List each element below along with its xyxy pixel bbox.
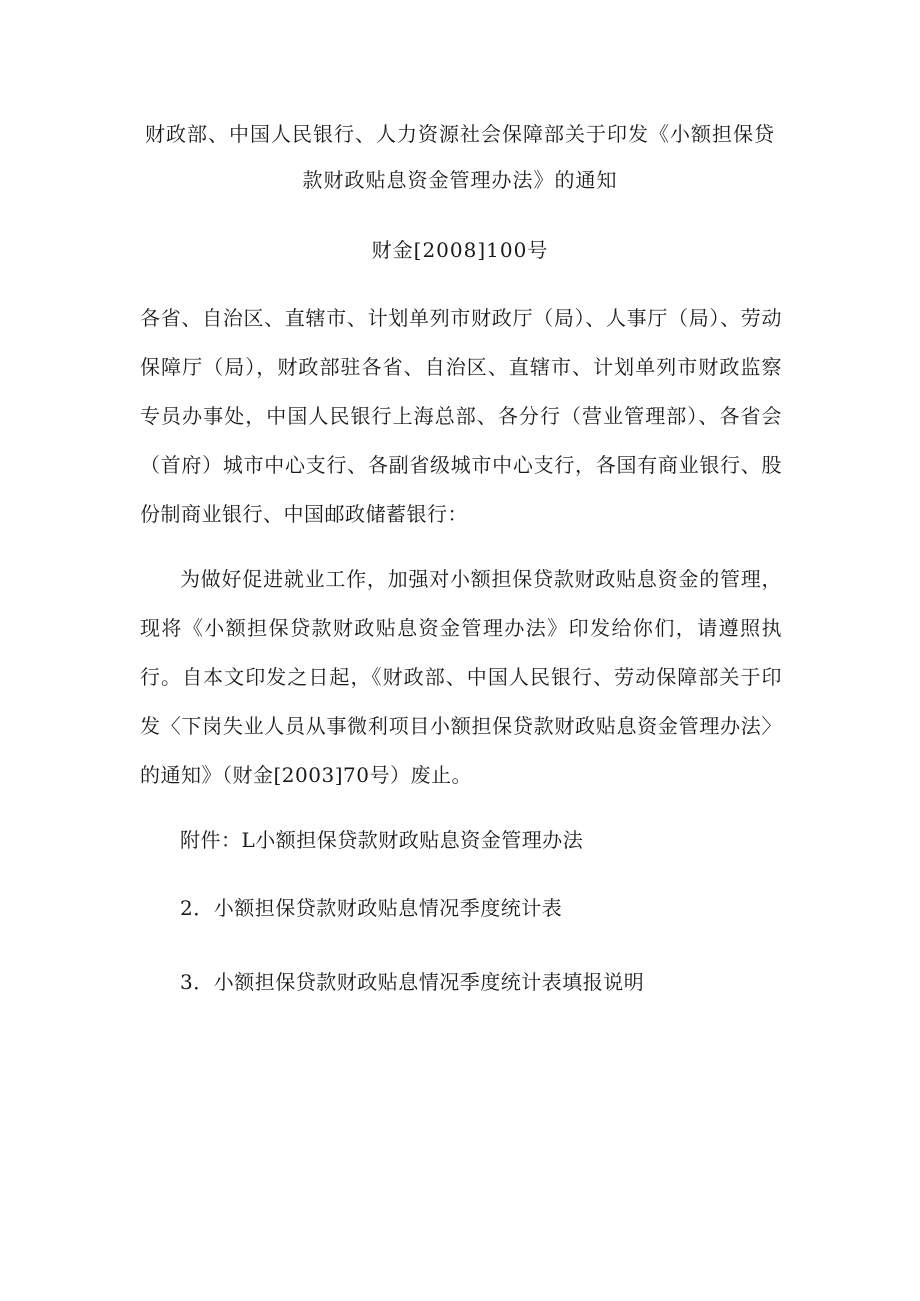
attachment-item-3: 3．小额担保贷款财政贴息情况季度统计表填报说明 — [180, 970, 645, 994]
attachment-item-1: 附件：L小额担保贷款财政贴息资金管理办法 — [180, 828, 584, 852]
body-paragraph: 为做好促进就业工作，加强对小额担保贷款财政贴息资金的管理，现将《小额担保贷款财政贴息资金管理办法》印发给你们，请遵照执行。自本文印发之日起，《财政部、中国人民银行、劳动保障部关于印发〈下岗失业人员从事微利项目小额担保贷款财政贴息资金管理办法〉的通知》（财金[2003]70号）废止。 — [140, 567, 782, 787]
document-number: 财金[2008]100号 — [371, 238, 549, 262]
document-title-line-2: 款财政贴息资金管理办法》的通知 — [302, 168, 618, 192]
document-title-line-1: 财政部、中国人民银行、人力资源社会保障部关于印发《小额担保贷 — [145, 122, 775, 146]
addressee-paragraph: 各省、自治区、直辖市、计划单列市财政厅（局）、人事厅（局）、劳动保障厅（局），财政部驻各省、自治区、直辖市、计划单列市财政监察专员办事处，中国人民银行上海总部、各分行（营业管理部）、各省会（首府）城市中心支行、各副省级城市中心支行，各国有商业银行、股份制商业银行、中国邮政储蓄银行： — [140, 306, 782, 526]
attachment-item-2: 2．小额担保贷款财政贴息情况季度统计表 — [180, 896, 563, 920]
